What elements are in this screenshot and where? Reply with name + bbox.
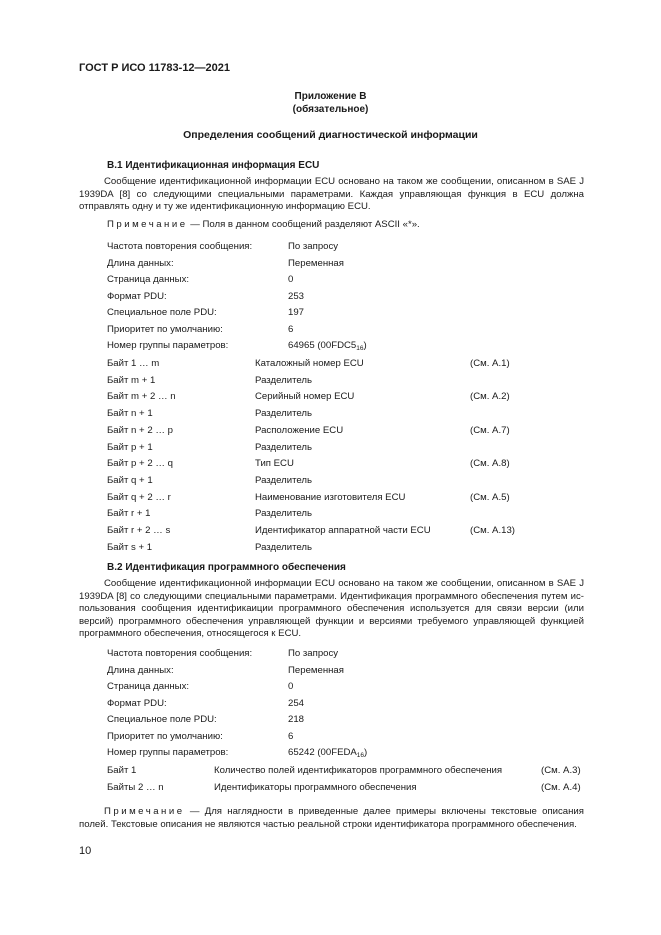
param-value: [288, 714, 304, 725]
param-label: Длина данных:: [107, 257, 174, 269]
param-value-text: По запросу: [288, 241, 339, 252]
byte-position: Байт s + 1: [107, 541, 153, 553]
param-value: [288, 698, 304, 709]
param-value-text: 0: [288, 274, 294, 285]
byte-position: Байт r + 2 … s: [107, 525, 171, 536]
param-value: [288, 340, 367, 352]
paragraph-line: 1939DA [8] со следующими специальными параметрами. Идентификация программного обеспечения путем ис-: [79, 590, 584, 602]
byte-reference: (См. А.7): [470, 424, 510, 436]
param-value-text: Переменная: [288, 664, 344, 676]
note-text: — Для наглядности в приведенные далее примеры включены текстовые описания полей.: [79, 806, 584, 830]
byte-reference: (См. А.3): [541, 765, 581, 776]
byte-reference: (См. А.1): [470, 358, 510, 369]
paragraph-line: 1939DA [8] со следующими специальными параметрами. Каждая управляющая функция в ECU должна отправлять: [79, 188, 584, 213]
byte-position: Байт m + 2 … n: [107, 391, 176, 403]
param-value-text: 218: [288, 714, 305, 725]
paragraph-line: пользования сообщения идентификаиции программного обеспечения используется для связи версии (или версий): [79, 603, 584, 627]
param-value-subscript: 16: [356, 345, 364, 352]
byte-position: Байт 1 … m: [107, 358, 160, 369]
param-label: Приоритет по умолчанию:: [107, 323, 223, 335]
paragraph-line: одну и ту же идентификационную информацию ECU.: [132, 201, 371, 213]
param-value-text: Переменная: [288, 257, 344, 269]
byte-description: Разделитель: [255, 541, 312, 553]
byte-position: Байт r + 1: [107, 508, 151, 520]
byte-reference: (См. А.8): [470, 458, 510, 470]
document-header: ГОСТ Р ИСО 11783-12—2021: [79, 62, 231, 74]
byte-position: Байт m + 1: [107, 374, 156, 386]
byte-description: Количество полей идентификаторов программного обеспечения: [214, 765, 503, 776]
param-value-tail: ): [364, 747, 368, 758]
byte-position: Байт n + 1: [107, 408, 153, 420]
appendix-title: Приложение В: [294, 91, 367, 102]
param-value-text: 65242 (00FEDA: [288, 747, 357, 758]
note-label: Примечание: [107, 219, 188, 230]
param-label: Специальное поле PDU:: [107, 307, 217, 318]
section-b1-note: [107, 219, 420, 230]
param-label: Формат PDU:: [107, 290, 167, 302]
appendix-status: (обязательное): [292, 104, 369, 115]
note-text: — Поля в данном сообщений разделяют ASCII «*».: [187, 219, 420, 230]
param-value-subscript: 16: [356, 752, 365, 759]
param-value-text: 254: [288, 697, 305, 709]
byte-description: Разделитель: [255, 474, 312, 486]
param-value: [288, 241, 338, 252]
byte-reference: (См. А.13): [470, 525, 515, 536]
param-value-tail: ): [363, 340, 367, 351]
param-label: Номер группы параметров:: [107, 747, 229, 758]
byte-description: Идентификатор аппаратной части ECU: [255, 525, 431, 536]
paragraph-line: Сообщение идентификационной информации ECU основано на таком же сообщении, описанном в SAE J: [104, 176, 584, 187]
byte-position: Байты 2 … n: [107, 782, 164, 793]
param-label: Страница данных:: [107, 681, 190, 692]
byte-position: Байт 1: [107, 765, 137, 776]
section-b1-title: В.1 Идентификационная информация ECU: [107, 160, 320, 171]
param-value: [288, 648, 338, 659]
param-label: Формат PDU:: [107, 697, 167, 709]
byte-position: Байт q + 2 … r: [107, 491, 171, 503]
byte-position: Байт p + 2 … q: [107, 458, 173, 470]
byte-description: Разделитель: [255, 374, 312, 386]
param-value-text: По запросу: [288, 648, 339, 659]
param-value-text: 6: [288, 730, 294, 742]
byte-reference: (См. А.5): [470, 491, 510, 503]
byte-position: Байт q + 1: [107, 474, 153, 486]
note-text: Текстовые описания не являются частью реальной строки идентификатора программного обеспечения.: [110, 818, 577, 830]
param-label: Номер группы параметров:: [107, 340, 229, 351]
byte-position: Байт p + 1: [107, 441, 153, 453]
param-label: Длина данных:: [107, 664, 174, 676]
param-value: [288, 681, 293, 692]
paragraph-line: программного обеспечения управляющей функции и версиями требуемого управляющей функцией программного: [79, 615, 584, 640]
param-value: [288, 291, 304, 302]
param-label: Частота повторения сообщения:: [107, 241, 253, 252]
param-value-text: 197: [288, 307, 305, 318]
byte-reference: (См. А.2): [470, 391, 510, 403]
byte-description: Тип ECU: [255, 458, 294, 470]
note-label: Примечание: [104, 806, 185, 817]
param-value: [288, 324, 293, 335]
byte-description: Разделитель: [255, 408, 312, 420]
byte-description: Разделитель: [255, 441, 312, 453]
byte-description: Идентификаторы программного обеспечения: [214, 782, 417, 793]
param-label: Страница данных:: [107, 274, 190, 285]
param-value: [288, 307, 304, 318]
param-value-text: 253: [288, 290, 305, 302]
param-value: [288, 258, 344, 269]
param-value: [288, 665, 344, 676]
byte-description: Разделитель: [255, 508, 312, 520]
param-value: [288, 747, 367, 759]
param-value-text: 6: [288, 323, 294, 335]
param-value: [288, 274, 293, 285]
byte-position: Байт n + 2 … p: [107, 424, 173, 436]
param-value-text: 64965 (00FDC5: [288, 340, 357, 351]
section-b1-paragraph: [79, 176, 584, 214]
param-value: [288, 731, 293, 742]
byte-description: Наименование изготовителя ECU: [255, 491, 406, 503]
paragraph-line: обеспечения, относящегося к ECU.: [144, 628, 302, 640]
param-value-text: 0: [288, 681, 294, 692]
section-b2-note: [79, 806, 584, 831]
byte-reference: (См. А.4): [541, 782, 581, 793]
section-b2-title: В.2 Идентификация программного обеспечения: [107, 562, 346, 573]
byte-description: Каталожный номер ECU: [255, 358, 364, 369]
param-label: Специальное поле PDU:: [107, 714, 217, 725]
param-label: Частота повторения сообщения:: [107, 648, 253, 659]
param-label: Приоритет по умолчанию:: [107, 730, 223, 742]
byte-description: Расположение ECU: [255, 424, 344, 436]
paragraph-line: Сообщение идентификационной информации ECU основано на таком же сообщении, описанном в SAE J: [104, 578, 584, 589]
byte-description: Серийный номер ECU: [255, 391, 355, 403]
page-number: 10: [79, 845, 92, 857]
appendix-heading: Определения сообщений диагностической информации: [183, 129, 478, 141]
section-b2-paragraph: [79, 578, 584, 641]
